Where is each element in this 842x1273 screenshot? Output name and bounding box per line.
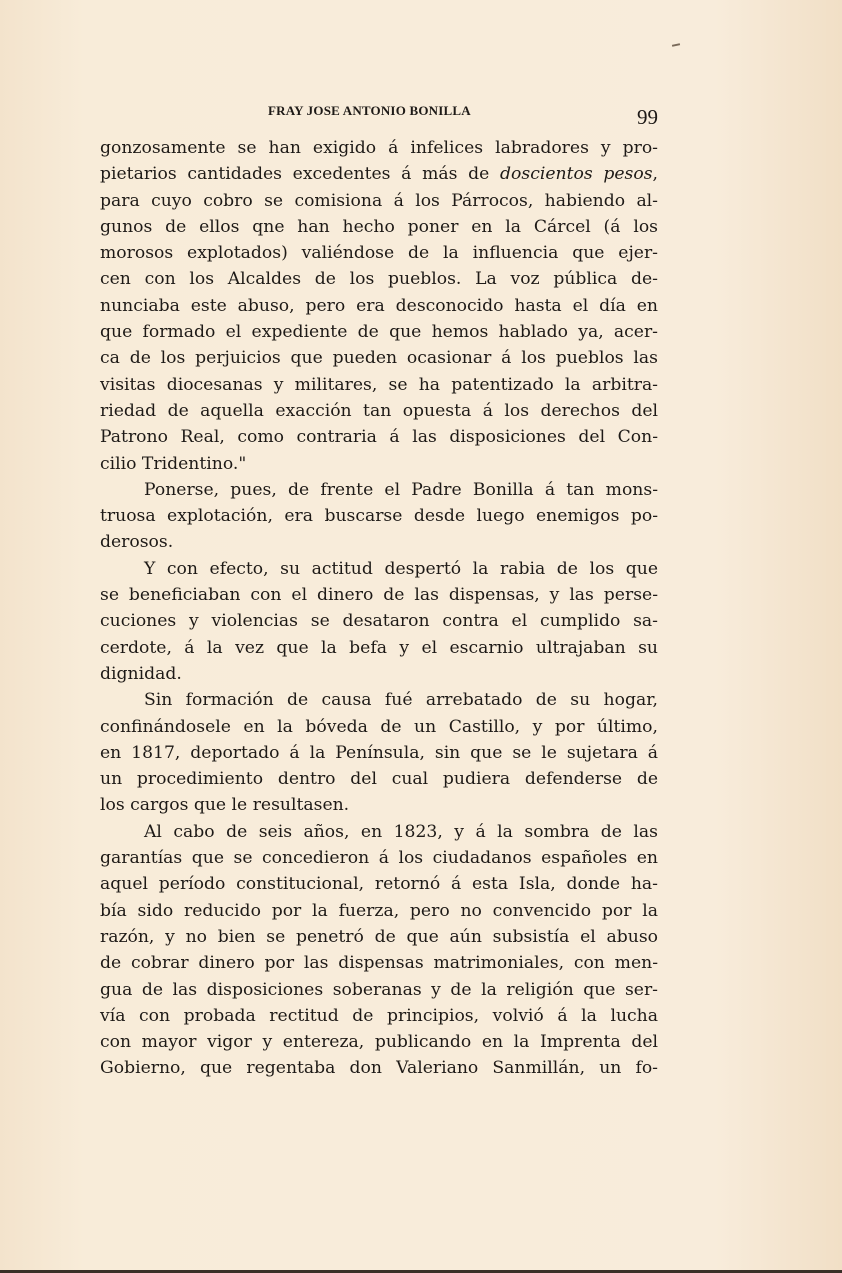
- page-header: [100, 103, 660, 133]
- text-line: razón, y no bien se penetró de que aún subsistía el abuso: [100, 926, 658, 947]
- text-line: derosos.: [100, 532, 174, 553]
- text-line: cen con los Alcaldes de los pueblos. La voz pública de-: [100, 269, 658, 290]
- text-line: gonzosamente se han exigido á infelices labradores y pro-: [100, 138, 658, 158]
- text-line: ca de los perjuicios que pueden ocasionar á los pueblos las: [100, 348, 658, 369]
- text-line: vía con probada rectitud de principios, volvió á la lucha: [100, 1005, 658, 1026]
- running-head: FRAY JOSE ANTONIO BONILLA: [268, 103, 471, 118]
- text-line: Gobierno, que regentaba don Valeriano Sanmillán, un fo-: [100, 1058, 658, 1079]
- text-line: Sin formación de causa fué arrebatado de su hogar,: [144, 690, 658, 711]
- paragraph: [100, 819, 658, 1082]
- paragraph: [100, 135, 658, 477]
- page-number: 99: [637, 105, 658, 129]
- text-line: que formado el expediente de que hemos hablado ya, acer-: [100, 322, 658, 343]
- text-line: Al cabo de seis años, en 1823, y á la sombra de las: [144, 821, 658, 842]
- text-line: en 1817, deportado á la Península, sin que se le sujetara á: [100, 742, 658, 763]
- text-line: para cuyo cobro se comisiona á los Párrocos, habiendo al-: [100, 190, 658, 211]
- paragraph: [100, 687, 658, 818]
- text-line: cuciones y violencias se desataron contra el cumplido sa-: [100, 611, 658, 632]
- paragraph: [100, 477, 658, 556]
- text-line: truosa explotación, era buscarse desde luego enemigos po-: [100, 506, 658, 527]
- text-line: morosos explotados) valiéndose de la influencia que ejer-: [100, 243, 658, 264]
- text-line: se beneficiaban con el dinero de las dispensas, y las perse-: [100, 585, 658, 606]
- text-line: aquel período constitucional, retornó á esta Isla, donde ha-: [100, 874, 658, 895]
- text-line: bía sido reducido por la fuerza, pero no convencido por la: [100, 900, 658, 921]
- text-line: los cargos que le resultasen.: [100, 795, 350, 816]
- text-line: visitas diocesanas y militares, se ha patentizado la arbitra-: [100, 374, 658, 395]
- text-line: cerdote, á la vez que la befa y el escarnio ultrajaban su: [100, 637, 658, 658]
- body-text: [100, 135, 658, 1082]
- text-line: confinándosele en la bóveda de un Castillo, y por último,: [100, 716, 658, 737]
- text-line: gua de las disposiciones soberanas y de la religión que ser-: [100, 979, 658, 1000]
- text-line: garantías que se concedieron á los ciudadanos españoles en: [100, 848, 658, 869]
- text-line: Patrono Real, como contraria á las disposiciones del Con-: [100, 427, 658, 448]
- paragraph: [100, 556, 658, 687]
- text-line: Ponerse, pues, de frente el Padre Bonilla á tan mons-: [144, 479, 658, 500]
- text-line: riedad de aquella exacción tan opuesta á los derechos del: [100, 400, 658, 421]
- text-line: pietarios cantidades excedentes á más de doscientos pesos,: [100, 164, 658, 185]
- ink-speck: [672, 43, 680, 47]
- text-line: Y con efecto, su actitud despertó la rabia de los que: [144, 558, 658, 579]
- text-line: con mayor vigor y entereza, publicando en la Imprenta del: [100, 1032, 658, 1053]
- text-line: un procedimiento dentro del cual pudiera defenderse de: [100, 769, 658, 790]
- text-line: cilio Tridentino.": [100, 453, 247, 474]
- text-line: dignidad.: [100, 663, 182, 684]
- text-line: nunciaba este abuso, pero era desconocido hasta el día en: [100, 295, 658, 316]
- text-line: gunos de ellos qne han hecho poner en la Cárcel (á los: [100, 216, 658, 237]
- text-line: de cobrar dinero por las dispensas matrimoniales, con men-: [100, 953, 658, 974]
